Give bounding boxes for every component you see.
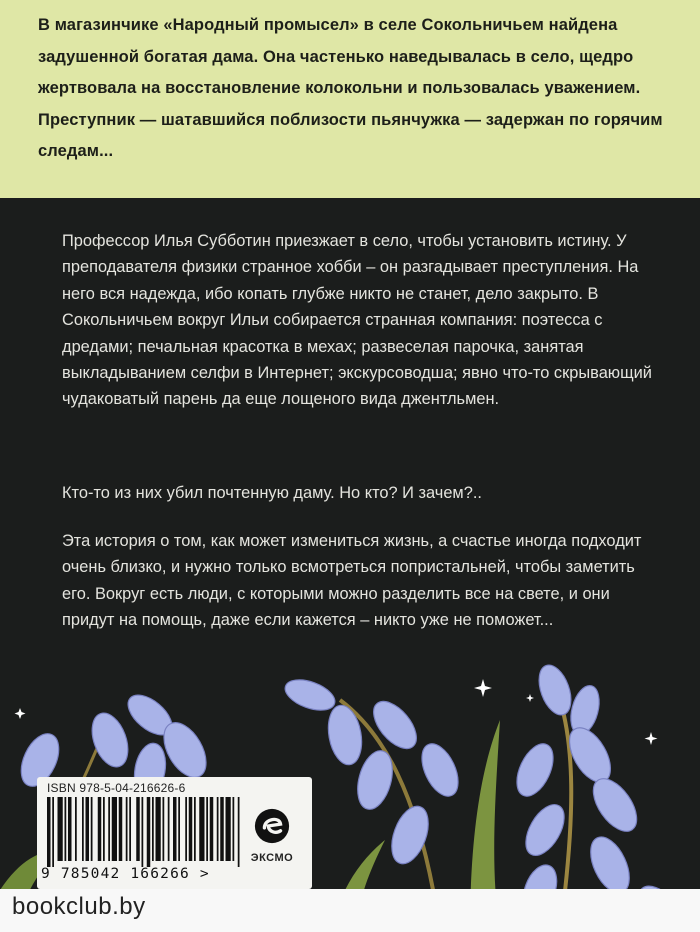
description-paragraph-1: Профессор Илья Субботин приезжает в село, чтобы установить истину. У преподавателя физики странное хобби – он разгадывает преступления. На него вся надежда, ибо копать глубже никто не станет, дело закрыто. В Сокольничьем вокруг Ильи собирается странная компания: поэтесса с дредами; печальная красотка в мехах; развеселая парочка, занятая выкладыванием селфи в Интернет; экскурсоводша; явно что-то скрывающий чудаковатый парень да еще лощеного вида джентльмен. bbox=[62, 232, 652, 409]
site-watermark: bookclub.by bbox=[12, 893, 146, 920]
description-paragraph-3: Эта история о том, как может измениться жизнь, а счастье иногда подходит очень близко, и нужно только всмотреться попристальней, чтобы заметить его. Вокруг есть люди, с которыми можно разделить все на свете, и они придут на помощь, даже если кажется – никто уже не поможет... bbox=[62, 532, 642, 630]
eksmo-logo-icon bbox=[253, 807, 291, 845]
teaser-text: В магазинчике «Народный промысел» в селе Сокольничьем найдена задушенной богатая дама. Она частенько наведывалась в село, щедро жертвовала на восстановление колокольни и пользовалась уважением. Преступник — шатавшийся поблизости пьянчужка — задержан по горячим следам... bbox=[38, 16, 663, 160]
publisher-logo bbox=[240, 807, 304, 864]
isbn-text: ISBN 978-5-04-216626-6 bbox=[47, 781, 186, 795]
description-paragraph-2: Кто-то из них убил почтенную даму. Но кто? И зачем?.. bbox=[62, 484, 482, 502]
barcode-digits: 9 785042 166266 > bbox=[41, 866, 210, 882]
watermark-bar bbox=[0, 889, 700, 932]
teaser-box bbox=[0, 0, 700, 198]
publisher-name: ЭКСМО bbox=[250, 852, 294, 864]
